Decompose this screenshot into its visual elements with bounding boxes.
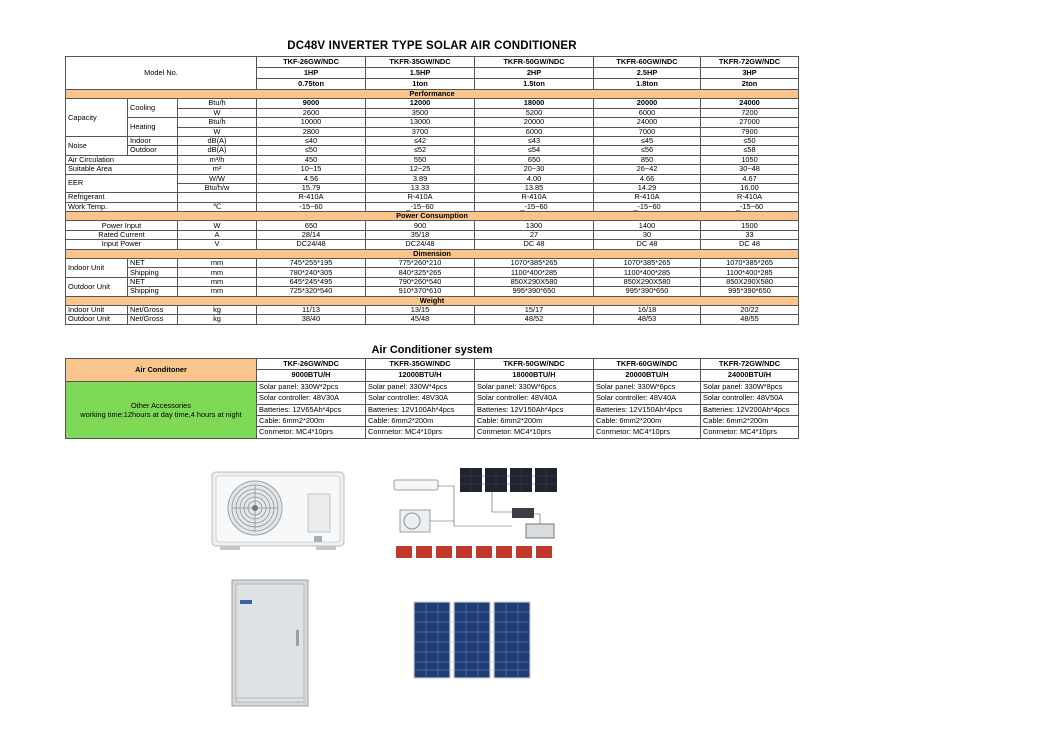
section-power: Power Consumption: [66, 212, 799, 221]
value-cell: 48/52: [475, 315, 594, 324]
table-cell: Net/Gross: [128, 315, 178, 324]
solar-system-diagram: [392, 466, 562, 564]
value-cell: 1300: [475, 221, 594, 230]
value-cell: TKFR-72GW/NDC: [701, 57, 799, 68]
value-cell: 775*260*210: [366, 259, 475, 268]
value-cell: ≤52: [366, 146, 475, 155]
system-cell: Solar controller: 48V50A: [701, 393, 799, 404]
system-title: Air Conditioner system: [371, 344, 493, 356]
table-row: [66, 146, 799, 155]
value-cell: 1100*400*285: [475, 268, 594, 277]
table-row: [66, 240, 799, 249]
value-cell: TKFR-50GW/NDC: [475, 57, 594, 68]
table-row: [66, 202, 799, 211]
value-cell: 16.00: [701, 183, 799, 192]
table-cell: Rated Current: [66, 230, 178, 239]
value-cell: 2HP: [475, 68, 594, 79]
value-cell: 6000: [594, 108, 701, 117]
system-cell: TKFR-50GW/NDC: [475, 359, 594, 370]
table-cell: mm: [178, 259, 257, 268]
value-cell: 650: [475, 155, 594, 164]
system-cell: 24000BTU/H: [701, 370, 799, 381]
value-cell: R-410A: [366, 193, 475, 202]
value-cell: _-15~60: [475, 202, 594, 211]
system-cell: Conrnetor: MC4*10prs: [594, 427, 701, 438]
table-row: [66, 277, 799, 286]
value-cell: ≤56: [594, 146, 701, 155]
system-cell: Cable: 6mm2*200m: [475, 415, 594, 426]
value-cell: ≤50: [701, 136, 799, 145]
value-cell: 6000: [475, 127, 594, 136]
table-row: [66, 221, 799, 230]
value-cell: TKFR-60GW/NDC: [594, 57, 701, 68]
system-cell: Cable: 6mm2*200m: [366, 415, 475, 426]
table-cell: Refrigerant: [66, 193, 178, 202]
value-cell: 20/22: [701, 305, 799, 314]
value-cell: -15~60: [257, 202, 366, 211]
system-cell: Solar controller: 48V40A: [475, 393, 594, 404]
table-cell: Air Circulation: [66, 155, 178, 164]
system-cell: Solar controller: 48V30A: [366, 393, 475, 404]
value-cell: 27000: [701, 118, 799, 127]
value-cell: 7900: [701, 127, 799, 136]
system-cell: TKFR-60GW/NDC: [594, 359, 701, 370]
capacity-label: Capacity: [66, 99, 128, 137]
value-cell: ≤40: [257, 136, 366, 145]
value-cell: 4.67: [701, 174, 799, 183]
table-cell: W/W: [178, 174, 257, 183]
value-cell: 850: [594, 155, 701, 164]
table-row: [66, 287, 799, 296]
system-cell: Conrnetor: MC4*10prs: [366, 427, 475, 438]
table-cell: A: [178, 230, 257, 239]
value-cell: 3HP: [701, 68, 799, 79]
table-cell: V: [178, 240, 257, 249]
system-table: [65, 358, 799, 439]
table-row: [66, 259, 799, 268]
system-cell: 20000BTU/H: [594, 370, 701, 381]
value-cell: 645*245*495: [257, 277, 366, 286]
system-cell: Solar panel: 330W*6pcs: [475, 381, 594, 392]
value-cell: _-15~60: [366, 202, 475, 211]
section-dimension: Dimension: [66, 249, 799, 258]
table-cell: Input Power: [66, 240, 178, 249]
outdoor-unit-label: Outdoor Unit: [66, 277, 128, 296]
value-cell: 4.66: [594, 174, 701, 183]
value-cell: 48/55: [701, 315, 799, 324]
value-cell: 1070*385*265: [701, 259, 799, 268]
outdoor-cabinet-photo: [230, 578, 310, 710]
value-cell: 5200: [475, 108, 594, 117]
table-cell: dB(A): [178, 146, 257, 155]
value-cell: 9000: [257, 99, 366, 108]
value-cell: DC24/48: [366, 240, 475, 249]
value-cell: 4.56: [257, 174, 366, 183]
value-cell: 790*260*540: [366, 277, 475, 286]
value-cell: 2600: [257, 108, 366, 117]
table-cell: NET: [128, 259, 178, 268]
table-row: [66, 155, 799, 164]
value-cell: 13.33: [366, 183, 475, 192]
system-cell: TKF-26GW/NDC: [257, 359, 366, 370]
value-cell: 1500: [701, 221, 799, 230]
table-cell: [178, 193, 257, 202]
value-cell: 48/53: [594, 315, 701, 324]
table-row: [66, 57, 799, 68]
value-cell: 33: [701, 230, 799, 239]
value-cell: 1ton: [366, 79, 475, 90]
table-cell: kg: [178, 315, 257, 324]
indoor-unit-label: Indoor Unit: [66, 259, 128, 278]
table-cell: Net/Gross: [128, 305, 178, 314]
table-cell: Btu/h: [178, 99, 257, 108]
table-row: [66, 174, 799, 183]
value-cell: 3.89: [366, 174, 475, 183]
system-cell: Cable: 6mm2*200m: [594, 415, 701, 426]
value-cell: 10000: [257, 118, 366, 127]
value-cell: 850X290X580: [475, 277, 594, 286]
value-cell: 995*390*650: [475, 287, 594, 296]
value-cell: 450: [257, 155, 366, 164]
table-cell: mm: [178, 268, 257, 277]
value-cell: 650: [257, 221, 366, 230]
table-cell: W: [178, 108, 257, 117]
solar-panels-photo: [412, 598, 532, 684]
table-row: [66, 230, 799, 239]
table-cell: m²: [178, 165, 257, 174]
value-cell: 850X290X580: [701, 277, 799, 286]
system-cell: Cable: 6mm2*200m: [257, 415, 366, 426]
value-cell: DC 48: [594, 240, 701, 249]
table-cell: Work Temp.: [66, 202, 178, 211]
value-cell: 2.5HP: [594, 68, 701, 79]
value-cell: 30: [594, 230, 701, 239]
table-cell: Indoor: [128, 136, 178, 145]
value-cell: 995*390*650: [701, 287, 799, 296]
value-cell: 840*325*265: [366, 268, 475, 277]
system-cell: 9000BTU/H: [257, 370, 366, 381]
value-cell: 1050: [701, 155, 799, 164]
working-time-label: working time:12hours at day time,4 hours at night: [80, 409, 242, 419]
value-cell: R-410A: [475, 193, 594, 202]
system-cell: 18000BTU/H: [475, 370, 594, 381]
value-cell: DC 48: [701, 240, 799, 249]
value-cell: DC24/48: [257, 240, 366, 249]
value-cell: 1070*385*265: [475, 259, 594, 268]
value-cell: ≤43: [475, 136, 594, 145]
value-cell: 4.00: [475, 174, 594, 183]
value-cell: 18000: [475, 99, 594, 108]
model-no-label: Model No.: [66, 57, 257, 90]
value-cell: 15/17: [475, 305, 594, 314]
system-cell: TKFR-72GW/NDC: [701, 359, 799, 370]
table-cell: mm: [178, 287, 257, 296]
page-title: DC48V INVERTER TYPE SOLAR AIR CONDITIONER: [287, 40, 577, 52]
value-cell: 45/48: [366, 315, 475, 324]
system-cell: Batteries: 12V150Ah*4pcs: [594, 404, 701, 415]
value-cell: 3500: [366, 108, 475, 117]
value-cell: 16/18: [594, 305, 701, 314]
value-cell: 13000: [366, 118, 475, 127]
value-cell: 1400: [594, 221, 701, 230]
eer-label: EER: [66, 174, 178, 193]
table-row: [66, 165, 799, 174]
system-cell: Batteries: 12V200Ah*4pcs: [701, 404, 799, 415]
table-row: [66, 99, 799, 108]
value-cell: 780*240*305: [257, 268, 366, 277]
value-cell: DC 48: [475, 240, 594, 249]
value-cell: 3700: [366, 127, 475, 136]
table-cell: ℃: [178, 202, 257, 211]
value-cell: 1.5HP: [366, 68, 475, 79]
value-cell: TKF-26GW/NDC: [257, 57, 366, 68]
value-cell: 30~48: [701, 165, 799, 174]
value-cell: 2ton: [701, 79, 799, 90]
table-cell: W: [178, 127, 257, 136]
value-cell: 1HP: [257, 68, 366, 79]
value-cell: ≤50: [257, 146, 366, 155]
value-cell: 0.75ton: [257, 79, 366, 90]
value-cell: 1070*385*265: [594, 259, 701, 268]
table-row: [66, 268, 799, 277]
outdoor-unit-photo: [210, 466, 350, 552]
value-cell: 725*320*540: [257, 287, 366, 296]
system-cell: TKFR-35GW/NDC: [366, 359, 475, 370]
table-row: [66, 193, 799, 202]
value-cell: 900: [366, 221, 475, 230]
value-cell: 26~42: [594, 165, 701, 174]
value-cell: 1100*400*285: [594, 268, 701, 277]
table-cell: dB(A): [178, 136, 257, 145]
value-cell: _-15~60: [701, 202, 799, 211]
table-row: [66, 90, 799, 99]
table-row: [66, 381, 799, 392]
table-cell: Outdoor: [128, 146, 178, 155]
noise-label: Noise: [66, 136, 128, 155]
spec-table: [65, 56, 799, 325]
system-cell: Solar panel: 330W*2pcs: [257, 381, 366, 392]
table-cell: kg: [178, 305, 257, 314]
value-cell: 11/13: [257, 305, 366, 314]
value-cell: R-410A: [701, 193, 799, 202]
table-cell: W: [178, 221, 257, 230]
table-cell: NET: [128, 277, 178, 286]
value-cell: 745*255*195: [257, 259, 366, 268]
other-accessories-label: Other Accessories: [131, 400, 191, 410]
air-conditioner-label: Air Conditoner: [66, 359, 257, 382]
section-performance: Performance: [66, 90, 799, 99]
system-cell: Solar panel: 330W*8pcs: [701, 381, 799, 392]
table-cell: mm: [178, 277, 257, 286]
table-row: [66, 118, 799, 127]
value-cell: 10~15: [257, 165, 366, 174]
table-row: [66, 296, 799, 305]
system-cell: Conrnetor: MC4*10prs: [475, 427, 594, 438]
table-cell: m³/h: [178, 155, 257, 164]
value-cell: 7000: [594, 127, 701, 136]
value-cell: 24000: [594, 118, 701, 127]
value-cell: 995*390*650: [594, 287, 701, 296]
value-cell: 850X290X580: [594, 277, 701, 286]
value-cell: 24000: [701, 99, 799, 108]
table-row: [66, 249, 799, 258]
table-cell: Power Input: [66, 221, 178, 230]
section-weight: Weight: [66, 296, 799, 305]
system-cell: Conrnetor: MC4*10prs: [701, 427, 799, 438]
table-row: [66, 136, 799, 145]
value-cell: 27: [475, 230, 594, 239]
value-cell: 1100*400*285: [701, 268, 799, 277]
value-cell: 12~25: [366, 165, 475, 174]
value-cell: R-410A: [594, 193, 701, 202]
value-cell: 550: [366, 155, 475, 164]
table-cell: Suitable Area: [66, 165, 178, 174]
value-cell: 1.8ton: [594, 79, 701, 90]
value-cell: 2800: [257, 127, 366, 136]
value-cell: 12000: [366, 99, 475, 108]
value-cell: 28/14: [257, 230, 366, 239]
system-cell: Batteries: 12V100Ah*4pcs: [366, 404, 475, 415]
cooling-label: Cooling: [128, 99, 178, 118]
table-cell: Btu/h: [178, 118, 257, 127]
value-cell: 910*370*610: [366, 287, 475, 296]
value-cell: 7200: [701, 108, 799, 117]
value-cell: 14.29: [594, 183, 701, 192]
value-cell: TKFR-35GW/NDC: [366, 57, 475, 68]
value-cell: 20000: [475, 118, 594, 127]
table-cell: Btu/h/w: [178, 183, 257, 192]
table-row: [66, 359, 799, 370]
value-cell: 13/15: [366, 305, 475, 314]
value-cell: 35/18: [366, 230, 475, 239]
value-cell: ≤54: [475, 146, 594, 155]
system-cell: Conrnetor: MC4*10prs: [257, 427, 366, 438]
value-cell: 1.5ton: [475, 79, 594, 90]
system-cell: Solar panel: 330W*4pcs: [366, 381, 475, 392]
system-cell: Solar controller: 48V40A: [594, 393, 701, 404]
table-cell: Shipping: [128, 268, 178, 277]
system-cell: Batteries: 12V150Ah*4pcs: [475, 404, 594, 415]
system-cell: Solar controller: 48V30A: [257, 393, 366, 404]
value-cell: ≤42: [366, 136, 475, 145]
value-cell: _-15~60: [594, 202, 701, 211]
table-cell: Shipping: [128, 287, 178, 296]
value-cell: 38/40: [257, 315, 366, 324]
value-cell: ≤58: [701, 146, 799, 155]
value-cell: 20000: [594, 99, 701, 108]
table-row: [66, 305, 799, 314]
value-cell: 13.85: [475, 183, 594, 192]
value-cell: 15.79: [257, 183, 366, 192]
value-cell: 20~30: [475, 165, 594, 174]
system-cell: Batteries: 12V65Ah*4pcs: [257, 404, 366, 415]
value-cell: ≤45: [594, 136, 701, 145]
system-cell: Cable: 6mm2*200m: [701, 415, 799, 426]
accessories-cell: [66, 381, 257, 438]
system-cell: Solar panel: 330W*6pcs: [594, 381, 701, 392]
table-cell: Outdoor Unit: [66, 315, 128, 324]
value-cell: R-410A: [257, 193, 366, 202]
system-cell: 12000BTU/H: [366, 370, 475, 381]
heating-label: Heating: [128, 118, 178, 137]
table-row: [66, 315, 799, 324]
table-cell: Indoor Unit: [66, 305, 128, 314]
table-row: [66, 212, 799, 221]
